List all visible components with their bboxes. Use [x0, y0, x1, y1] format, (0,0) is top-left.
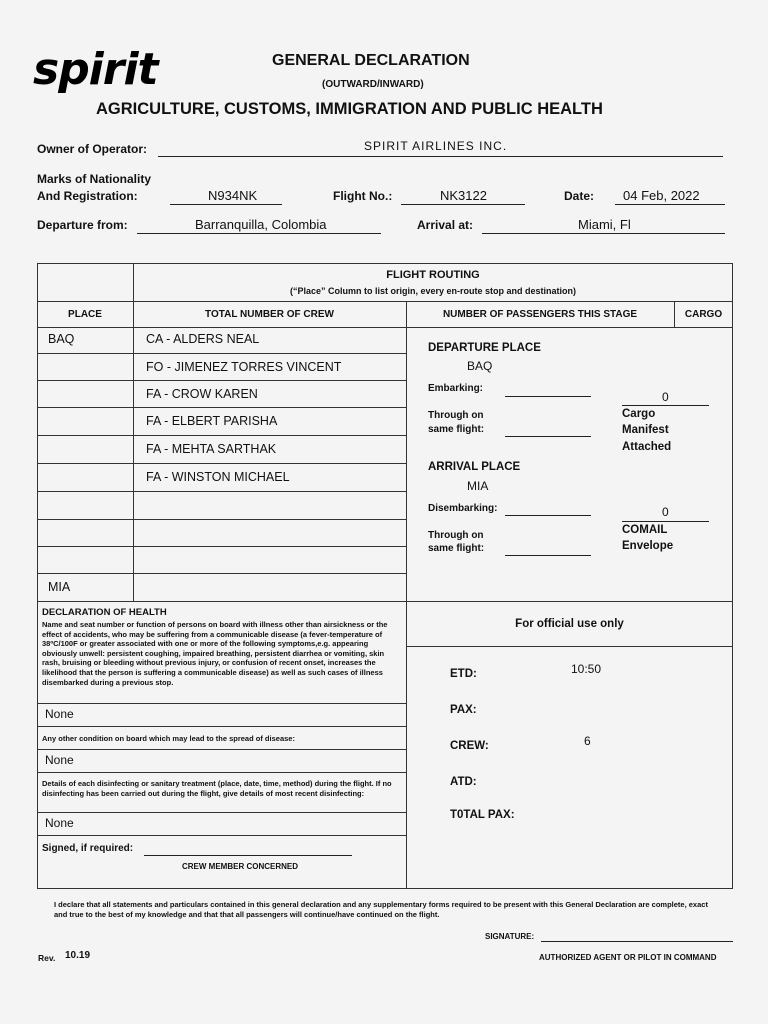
divider — [37, 749, 406, 750]
signed-label: Signed, if required: — [42, 843, 134, 854]
same-flight-label: same flight: — [428, 543, 485, 554]
flight-line — [401, 204, 525, 205]
routing-title: FLIGHT ROUTING — [386, 269, 480, 281]
flight-value[interactable]: NK3122 — [440, 188, 487, 203]
signature-label: SIGNATURE: — [485, 932, 535, 941]
official-title: For official use only — [515, 618, 624, 630]
divider — [37, 546, 406, 547]
divider — [37, 835, 406, 836]
col-cargo: CARGO — [684, 309, 723, 320]
disembarking-label: Disembarking: — [428, 503, 498, 514]
owner-value[interactable]: SPIRIT AIRLINES INC. — [364, 139, 508, 153]
form-title: GENERAL DECLARATION — [272, 52, 470, 69]
disembarking-value[interactable]: 0 — [662, 505, 669, 519]
divider — [37, 726, 406, 727]
arrival-place-value[interactable]: MIA — [467, 479, 489, 493]
arrival-line — [482, 233, 725, 234]
through-line — [505, 436, 591, 437]
divider — [37, 601, 733, 602]
total-pax-label: T0TAL PAX: — [450, 809, 515, 821]
disinfect-text: Details of each disinfecting or sanitary treatment (place, date, time, method) during the flight. If no disinfecting has been carried out during the flight, give details of most recent disinfecting: — [42, 779, 392, 798]
divider — [37, 703, 406, 704]
form-heading: AGRICULTURE, CUSTOMS, IMMIGRATION AND PUBLIC HEALTH — [96, 100, 603, 118]
crew-member[interactable]: FA - CROW KAREN — [146, 387, 258, 401]
health-answer-3[interactable]: None — [45, 816, 74, 830]
flight-label: Flight No.: — [333, 189, 393, 203]
arrival-place-label: ARRIVAL PLACE — [428, 461, 521, 473]
other-condition: Any other condition on board which may lead to the spread of disease: — [42, 734, 295, 743]
divider — [37, 463, 406, 464]
crew-label: CREW: — [450, 740, 489, 752]
col-place: PLACE — [68, 309, 102, 320]
owner-label: Owner of Operator: — [37, 142, 148, 156]
declaration-text: I declare that all statements and particulars contained in this general declaration and any supplementary forms required to be present with this General Declaration are complete, exact and true to the best of my knowledge and that that all passengers will continue/have continued on the flight. — [54, 900, 708, 919]
crew-member[interactable]: FA - MEHTA SARTHAK — [146, 442, 277, 456]
divider — [37, 327, 733, 328]
form-subtitle: (OUTWARD/INWARD) — [322, 79, 424, 90]
arrival-value[interactable]: Miami, Fl — [578, 217, 631, 232]
cargo-label: Cargo — [622, 408, 656, 420]
embarking-label: Embarking: — [428, 383, 484, 394]
health-answer-2[interactable]: None — [45, 753, 74, 767]
crew-member-concerned: CREW MEMBER CONCERNED — [182, 862, 298, 871]
departure-place-value[interactable]: BAQ — [467, 359, 493, 373]
embarking-value[interactable]: 0 — [662, 390, 669, 404]
atd-label: ATD: — [450, 776, 477, 788]
through-on-label: Through on — [428, 530, 484, 541]
rev-value: 10.19 — [65, 950, 91, 961]
etd-label: ETD: — [450, 668, 477, 680]
col-crew: TOTAL NUMBER OF CREW — [205, 309, 334, 320]
crew-member[interactable]: FA - ELBERT PARISHA — [146, 414, 278, 428]
divider — [37, 812, 406, 813]
divider — [406, 301, 407, 889]
date-value[interactable]: 04 Feb, 2022 — [623, 188, 700, 203]
divider — [37, 380, 406, 381]
place-destination[interactable]: MIA — [48, 580, 71, 594]
marks-label-1: Marks of Nationality — [37, 172, 152, 186]
disembarking-line — [505, 515, 591, 516]
divider — [37, 353, 406, 354]
pax-label: PAX: — [450, 704, 477, 716]
marks-value[interactable]: N934NK — [208, 188, 258, 203]
crew-value[interactable]: 6 — [584, 734, 591, 748]
divider — [37, 772, 406, 773]
spirit-logo: spirit — [33, 44, 158, 95]
divider — [37, 301, 733, 302]
departure-line — [137, 233, 381, 234]
signature-line[interactable] — [541, 941, 733, 942]
crew-member[interactable]: FA - WINSTON MICHAEL — [146, 470, 290, 484]
envelope-label: Envelope — [622, 540, 674, 552]
date-line — [615, 204, 725, 205]
marks-line — [170, 204, 282, 205]
health-answer-1[interactable]: None — [45, 707, 74, 721]
departure-place-label: DEPARTURE PLACE — [428, 342, 541, 354]
divider — [37, 435, 406, 436]
marks-label-2: And Registration: — [37, 189, 138, 203]
disembarking-count-line — [622, 521, 709, 522]
signed-line[interactable] — [144, 855, 352, 856]
through-line — [505, 555, 591, 556]
comail-label: COMAIL — [622, 524, 668, 536]
rev-label: Rev. — [38, 953, 56, 963]
etd-value[interactable]: 10:50 — [571, 662, 602, 676]
divider — [406, 646, 733, 647]
divider — [37, 573, 406, 574]
same-flight-label: same flight: — [428, 424, 485, 435]
departure-value[interactable]: Barranquilla, Colombia — [195, 217, 327, 232]
embarking-line — [505, 396, 591, 397]
arrival-label: Arrival at: — [417, 218, 474, 232]
place-origin[interactable]: BAQ — [48, 332, 75, 346]
divider — [37, 407, 406, 408]
divider — [37, 491, 406, 492]
departure-label: Departure from: — [37, 218, 128, 232]
routing-note: (“Place” Column to list origin, every en-route stop and destination) — [289, 286, 577, 296]
health-text: Name and seat number or function of persons on board with illness other than airsickness or the effect of accidents, who may be suffering from a communicable disease (a fever-temperature of 38ºC/100F or greater associated with one or more of the following symptoms,e.g. appearing obviously unwell: persistent coughing, impaired breathing, persistent diarrhea or vomiting, skin rash, bruising or bleeding without previous injury, or confusion of recent onset, increases the likelihood that the person is suffering a communicable disease) as well as such cases of illness disembarked during a previous stop. — [42, 620, 388, 687]
owner-line — [158, 156, 723, 157]
attached-label: Attached — [622, 441, 672, 453]
divider — [37, 519, 406, 520]
health-title: DECLARATION OF HEALTH — [42, 607, 167, 618]
embarking-count-line — [622, 405, 709, 406]
col-passengers: NUMBER OF PASSENGERS THIS STAGE — [442, 309, 638, 320]
crew-member[interactable]: FO - JIMENEZ TORRES VINCENT — [146, 360, 342, 374]
authorized-label: AUTHORIZED AGENT OR PILOT IN COMMAND — [539, 953, 717, 962]
crew-member[interactable]: CA - ALDERS NEAL — [146, 332, 260, 346]
manifest-label: Manifest — [622, 424, 669, 436]
date-label: Date: — [564, 189, 595, 203]
through-on-label: Through on — [428, 410, 484, 421]
